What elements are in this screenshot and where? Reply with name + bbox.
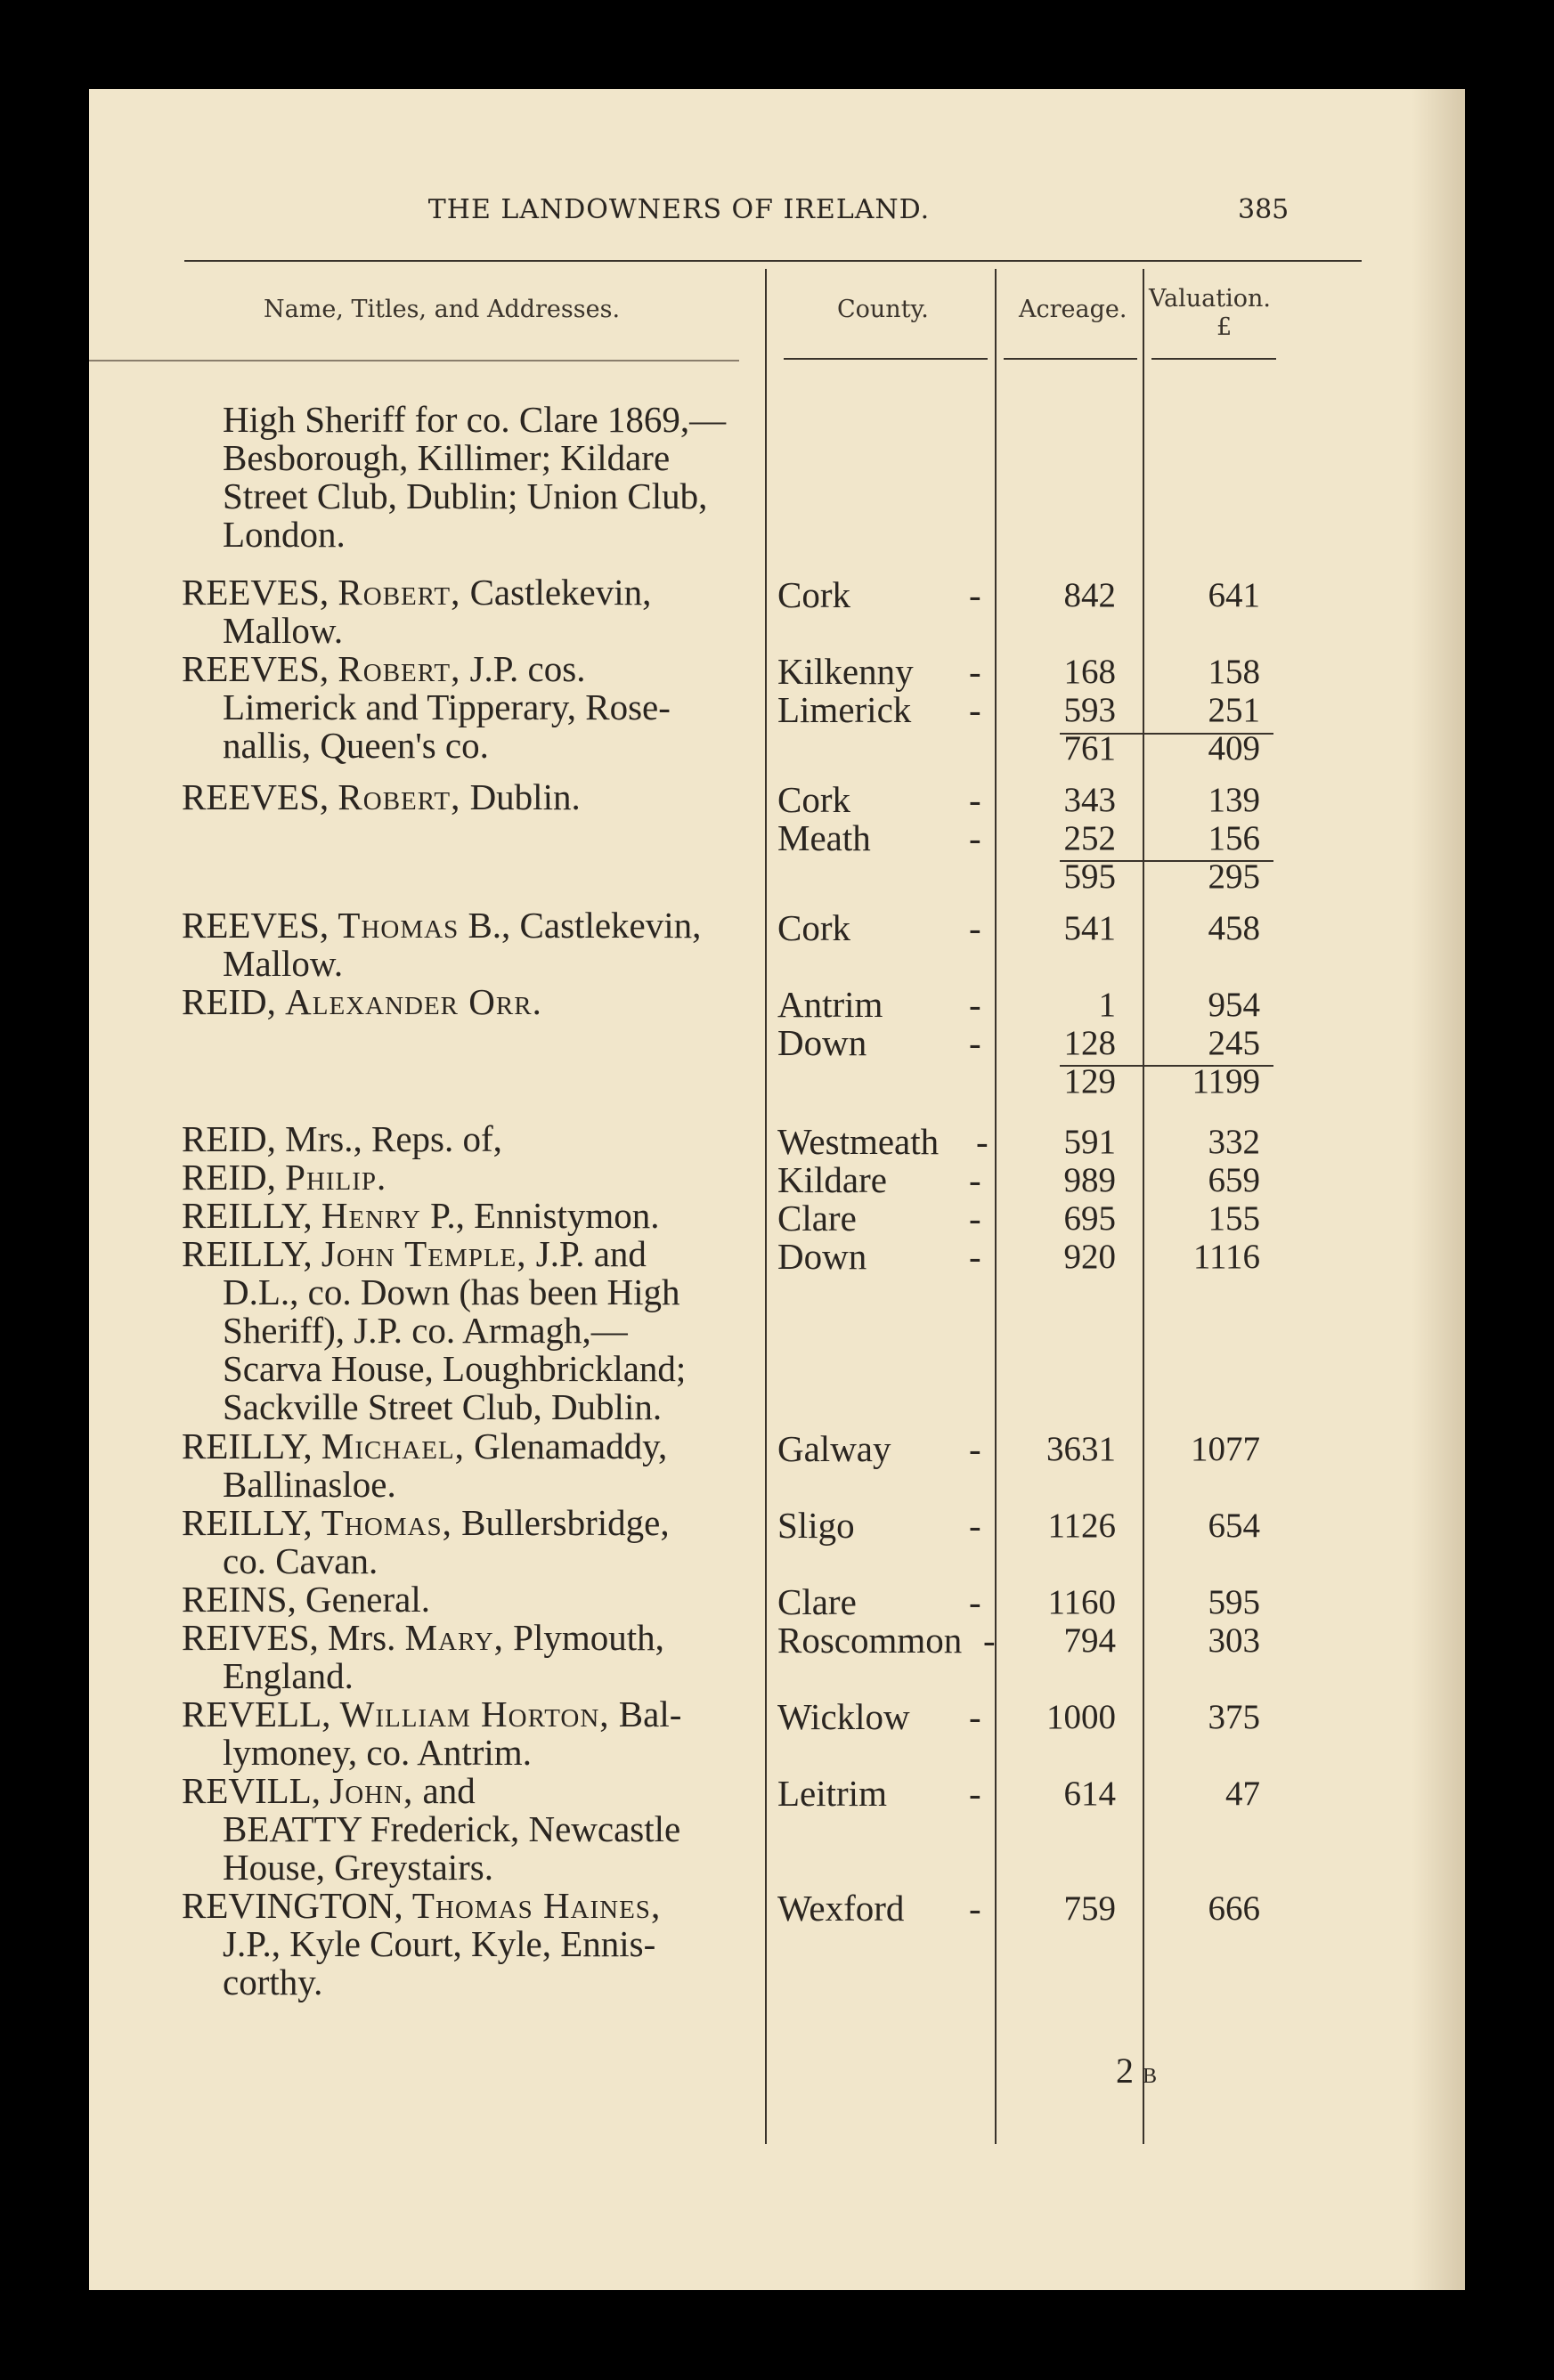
county-dash: - — [969, 574, 981, 615]
entry-given-name: Robert, — [338, 776, 461, 817]
column-divider-acreage-valuation — [1143, 269, 1144, 2144]
entry-surname: REEVES, — [182, 905, 330, 946]
entry-surname: REID, — [182, 1118, 276, 1159]
landowner-entry — [182, 778, 846, 816]
acreage-cell: 920 — [1063, 1238, 1116, 1276]
valuation-cell: 954 — [1208, 986, 1260, 1024]
entry-given-name: Michael, — [321, 1426, 465, 1466]
acreage-cell: 1000 — [1046, 1698, 1116, 1736]
entry-given-name: Robert, — [338, 648, 461, 689]
acreage-cell: 1 — [1098, 986, 1116, 1024]
county-dash: - — [969, 1428, 981, 1469]
entry-given-name: William Horton, — [339, 1694, 610, 1734]
county-cell: Kildare — [777, 1159, 887, 1200]
acreage-cell: 541 — [1063, 909, 1116, 947]
entry-surname: REVINGTON, — [182, 1885, 403, 1926]
valuation-cell: 595 — [1208, 1583, 1260, 1621]
entry-line: lymoney, co. Antrim. — [223, 1732, 532, 1773]
county-dash: - — [969, 1888, 981, 1929]
county-cell: Kilkenny — [777, 651, 914, 692]
entry-line: Sheriff), J.P. co. Armagh,— — [223, 1310, 628, 1351]
landowner-entry — [182, 573, 846, 650]
valuation-cell: 659 — [1208, 1161, 1260, 1199]
entry-detail: Bullersbridge, — [452, 1502, 670, 1543]
acreage-cell: 3631 — [1046, 1430, 1116, 1468]
carryover-line: Street Club, Dublin; Union Club, — [223, 475, 708, 516]
acreage-cell: 591 — [1063, 1123, 1116, 1161]
county-cell: Down — [777, 1022, 867, 1063]
entry-given-name: John, — [330, 1770, 414, 1811]
landowner-entry — [182, 1580, 846, 1619]
header-rule-valuation — [1151, 358, 1276, 360]
acreage-cell: 695 — [1063, 1199, 1116, 1238]
county-dash: - — [969, 1696, 981, 1737]
county-dash: - — [969, 1773, 981, 1814]
signature-mark — [1116, 2050, 1157, 2092]
acreage-cell: 759 — [1063, 1889, 1116, 1928]
entry-line: Scarva House, Loughbrickland; — [223, 1348, 687, 1389]
county-dash: - — [969, 1581, 981, 1622]
county-cell: Clare — [777, 1198, 857, 1239]
entry-line: BEATTY Frederick, Newcastle — [223, 1808, 681, 1849]
valuation-cell: 303 — [1208, 1621, 1260, 1660]
entry-line: Mallow. — [223, 943, 344, 984]
acreage-cell: 1126 — [1047, 1507, 1116, 1545]
entry-line: D.L., co. Down (has been High — [223, 1271, 680, 1312]
landowner-entry — [182, 1504, 846, 1580]
acreage-cell: 128 — [1063, 1024, 1116, 1062]
valuation-total: 295 — [1208, 857, 1260, 896]
landowner-entry — [182, 1158, 846, 1197]
entry-given-name: Mary, — [404, 1617, 504, 1658]
county-dash: - — [969, 779, 981, 820]
column-header-county: County. — [837, 296, 929, 323]
acreage-cell: 1160 — [1047, 1583, 1116, 1621]
entry-surname: REEVES, — [182, 648, 330, 689]
county-dash: - — [969, 817, 981, 858]
entry-surname: REVELL, — [182, 1694, 331, 1734]
valuation-cell: 654 — [1208, 1507, 1260, 1545]
entry-line: corthy. — [223, 1962, 323, 2002]
entry-surname: REILLY, — [182, 1195, 313, 1236]
running-title: THE LANDOWNERS OF IRELAND. — [427, 194, 931, 225]
valuation-cell: 641 — [1208, 576, 1260, 614]
entry-given-name: Robert, — [338, 572, 461, 613]
county-dash: - — [969, 1505, 981, 1546]
header-rule-county — [784, 358, 988, 360]
valuation-cell: 1116 — [1192, 1238, 1260, 1276]
entry-given-name: Thomas — [338, 905, 460, 946]
page-gutter-shadow — [1412, 89, 1465, 2290]
acreage-cell: 614 — [1063, 1775, 1116, 1813]
county-dash: - — [969, 1198, 981, 1239]
acreage-total: 761 — [1063, 729, 1116, 768]
header-rule-name — [89, 360, 739, 361]
entry-detail: B., Castlekevin, — [459, 905, 702, 946]
entry-surname: REILLY, — [182, 1502, 313, 1543]
acreage-cell: 168 — [1063, 653, 1116, 691]
valuation-cell: 156 — [1208, 819, 1260, 857]
valuation-cell: 139 — [1208, 781, 1260, 819]
entry-surname: REVILL, — [182, 1770, 321, 1811]
entry-given-name: Philip. — [285, 1157, 387, 1198]
landowner-entry — [182, 650, 846, 765]
landowner-entry — [182, 1772, 846, 1887]
column-header-valuation-unit: £ — [1216, 313, 1233, 341]
column-header-valuation: Valuation. — [1149, 285, 1271, 313]
entry-given-name: Thomas Haines, — [411, 1885, 662, 1926]
column-header-name: Name, Titles, and Addresses. — [264, 296, 621, 323]
county-dash: - — [969, 1022, 981, 1063]
entry-line: co. Cavan. — [223, 1540, 378, 1581]
county-cell: Cork — [777, 779, 850, 820]
valuation-cell: 666 — [1208, 1889, 1260, 1928]
acreage-cell: 794 — [1063, 1621, 1116, 1660]
entry-given-name: Henry — [321, 1195, 421, 1236]
entry-line: J.P., Kyle Court, Kyle, Ennis- — [223, 1923, 656, 1964]
county-dash: - — [969, 907, 981, 948]
county-cell: Meath — [777, 817, 871, 858]
acreage-cell: 842 — [1063, 576, 1116, 614]
carryover-entry — [182, 401, 846, 554]
entry-detail: General. — [305, 1579, 430, 1620]
county-cell: Wexford — [777, 1888, 905, 1929]
entry-line: Mallow. — [223, 610, 344, 651]
entry-detail: J.P. cos. — [460, 648, 586, 689]
landowner-entry — [182, 1235, 846, 1426]
acreage-cell: 989 — [1063, 1161, 1116, 1199]
carryover-line: London. — [223, 514, 346, 555]
county-cell: Antrim — [777, 984, 883, 1025]
entry-detail: P., Ennistymon. — [420, 1195, 660, 1236]
column-divider-county-acreage — [995, 269, 997, 2144]
acreage-total: 129 — [1063, 1062, 1116, 1101]
valuation-total: 1199 — [1192, 1062, 1260, 1101]
county-dash: - — [969, 984, 981, 1025]
entry-surname: REEVES, — [182, 776, 330, 817]
landowner-entry — [182, 906, 846, 983]
entry-detail: Glenamaddy, — [464, 1426, 668, 1466]
entry-line: Sackville Street Club, Dublin. — [223, 1386, 663, 1427]
entry-line: Ballinasloe. — [223, 1464, 396, 1505]
entry-line: nallis, Queen's co. — [223, 725, 489, 766]
entry-surname: REIVES, — [182, 1617, 319, 1658]
county-cell: Galway — [777, 1428, 891, 1469]
valuation-cell: 155 — [1208, 1199, 1260, 1238]
county-cell: Clare — [777, 1581, 857, 1622]
valuation-cell: 47 — [1225, 1775, 1260, 1813]
county-dash: - — [969, 651, 981, 692]
entry-surname: REILLY, — [182, 1426, 313, 1466]
landowner-entry — [182, 1619, 846, 1695]
entry-surname: REID, — [182, 981, 276, 1022]
entry-detail: Dublin. — [460, 776, 581, 817]
county-cell: Down — [777, 1236, 867, 1277]
entry-line: House, Greystairs. — [223, 1847, 494, 1888]
landowner-entry — [182, 1695, 846, 1772]
entry-detail: and — [413, 1770, 476, 1811]
entry-detail: J.P. and — [526, 1233, 647, 1274]
entry-given-name: Alexander Orr. — [285, 981, 542, 1022]
entry-given-name: Thomas, — [321, 1502, 452, 1543]
valuation-cell: 158 — [1208, 653, 1260, 691]
county-dash: - — [983, 1620, 996, 1661]
entry-line: England. — [223, 1655, 354, 1696]
county-cell: Leitrim — [777, 1773, 887, 1814]
book-page — [89, 89, 1465, 2290]
county-cell: Wicklow — [777, 1696, 910, 1737]
valuation-total: 409 — [1208, 729, 1260, 768]
entry-surname: REINS, — [182, 1579, 297, 1620]
entry-surname: REEVES, — [182, 572, 330, 613]
entry-surname: REID, — [182, 1157, 276, 1198]
county-cell: Limerick — [777, 689, 912, 730]
carryover-line: Besborough, Killimer; Kildare — [223, 437, 671, 478]
acreage-cell: 252 — [1063, 819, 1116, 857]
signature-letter: B — [1143, 2065, 1158, 2088]
column-header-acreage: Acreage. — [1019, 296, 1127, 323]
county-cell: Roscommon — [777, 1620, 963, 1661]
entry-given-name: John Temple, — [321, 1233, 527, 1274]
entry-line: Limerick and Tipperary, Rose- — [223, 686, 671, 727]
entry-surname: REILLY, — [182, 1233, 313, 1274]
county-cell: Cork — [777, 574, 850, 615]
county-dash: - — [976, 1121, 989, 1162]
page-number: 385 — [1238, 194, 1290, 225]
landowner-entry — [182, 1120, 846, 1158]
entry-detail: Castlekevin, — [460, 572, 652, 613]
landowner-entry — [182, 1197, 846, 1235]
county-dash: - — [969, 689, 981, 730]
landowner-entry — [182, 1427, 846, 1504]
carryover-line: High Sheriff for co. Clare 1869,— — [223, 399, 727, 440]
acreage-total: 595 — [1063, 857, 1116, 896]
acreage-cell: 343 — [1063, 781, 1116, 819]
valuation-cell: 245 — [1208, 1024, 1260, 1062]
entry-detail: Mrs., Reps. of, — [285, 1118, 502, 1159]
entry-detail: Plymouth, — [503, 1617, 664, 1658]
valuation-cell: 332 — [1208, 1123, 1260, 1161]
signature-number: 2 — [1116, 2051, 1134, 2091]
valuation-cell: 1077 — [1191, 1430, 1260, 1468]
county-dash: - — [969, 1159, 981, 1200]
table-top-rule — [184, 260, 1362, 262]
acreage-cell: 593 — [1063, 691, 1116, 729]
header-rule-acreage — [1004, 358, 1137, 360]
county-cell: Westmeath — [777, 1121, 940, 1162]
county-cell: Sligo — [777, 1505, 855, 1546]
entry-detail: Mrs. — [328, 1617, 405, 1658]
valuation-cell: 251 — [1208, 691, 1260, 729]
county-cell: Cork — [777, 907, 850, 948]
valuation-cell: 375 — [1208, 1698, 1260, 1736]
landowner-entry — [182, 1887, 846, 2002]
entry-detail: Bal- — [609, 1694, 682, 1734]
valuation-cell: 458 — [1208, 909, 1260, 947]
landowner-entry — [182, 983, 846, 1021]
county-dash: - — [969, 1236, 981, 1277]
